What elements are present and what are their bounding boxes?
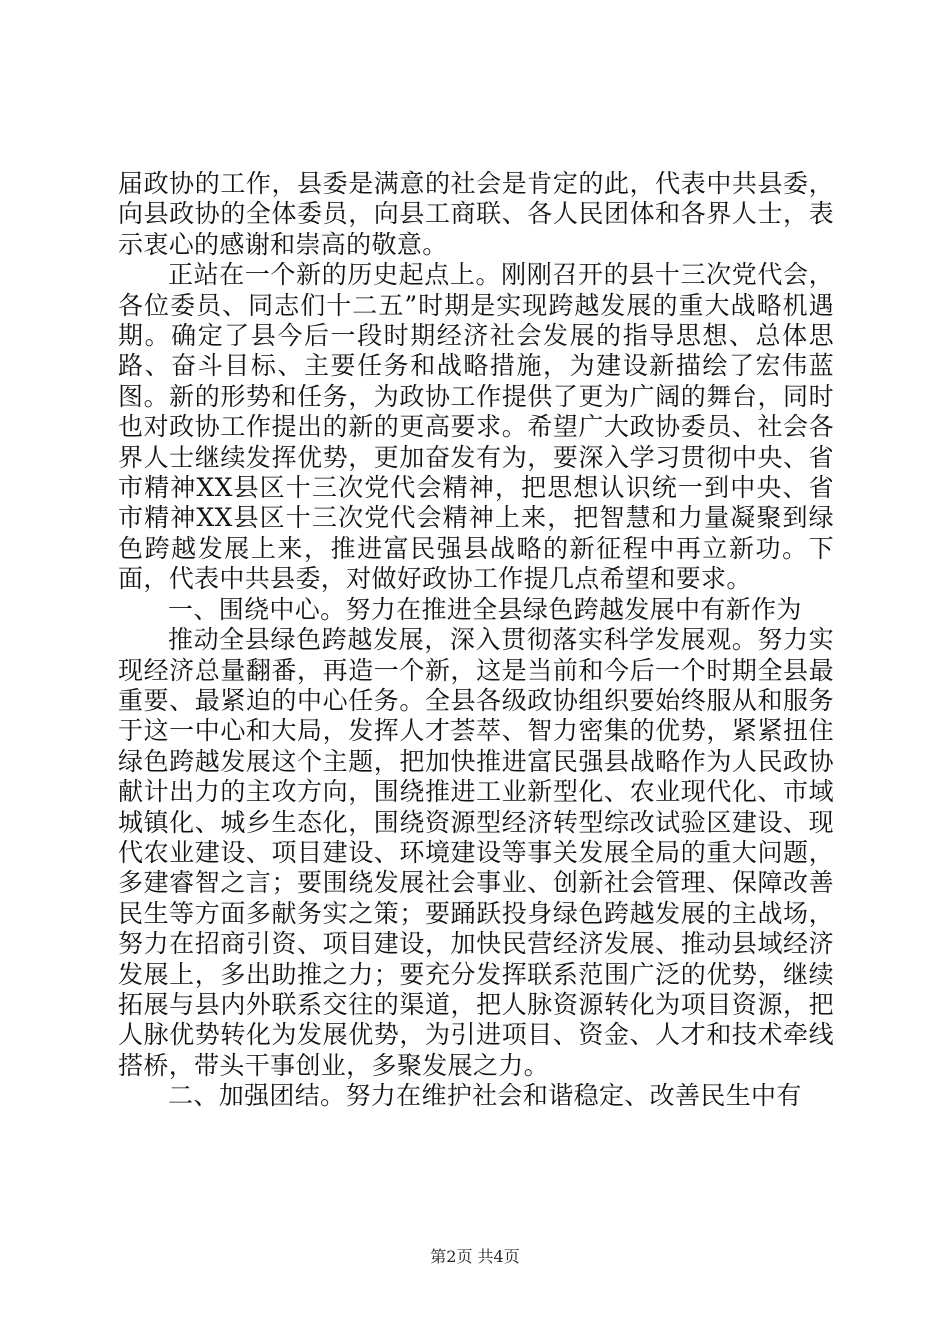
paragraph-3: 推动全县绿色跨越发展，深入贯彻落实科学发展观。努力实现经济总量翻番，再造一个新，这是当前和今后一个时期全县最重要、最紧迫的中心任务。全县各级政协组织要始终服从和服务于这一中心和大局，发挥人才荟萃、智力密集的优势，紧紧扭住绿色跨越发展这个主题，把加快推进富民强县战略作为人民政协献计出力的主攻方向，围绕推进工业新型化、农业现代化、市域城镇化、城乡生态化，围绕资源型经济转型综改试验区建设、现代农业建设、项目建设、环境建设等事关发展全局的重大问题，多建睿智之言；要围绕发展社会事业、创新社会管理、保障改善民生等方面多献务实之策；要踊跃投身绿色跨越发展的主战场，努力在招商引资、项目建设，加快民营经济发展、推动县域经济发展上，多出助推之力；要充分发挥联系范围广泛的优势，继续拓展与县内外联系交往的渠道，把人脉资源转化为项目资源，把人脉优势转化为发展优势，为引进项目、资金、人才和技术牵线搭桥，带头干事创业，多聚发展之力。 [118,625,834,1080]
section-heading-1: 一、围绕中心。努力在推进全县绿色跨越发展中有新作为 [168,594,802,624]
document-body [118,169,834,1112]
paragraph-1: 届政协的工作，县委是满意的社会是肯定的此，代表中共县委，向县政协的全体委员，向县工商联、各人民团体和各界人士，表示衷心的感谢和崇高的敬意。 [118,169,834,259]
page-number-footer: 第2页 共4页 [430,1247,520,1266]
paragraph-2: 正站在一个新的历史起点上。刚刚召开的县十三次党代会，各位委员、同志们十二五”时期是实现跨越发展的重大战略机遇期。确定了县今后一段时期经济社会发展的指导思想、总体思路、奋斗目标、主要任务和战略措施，为建设新描绘了宏伟蓝图。新的形势和任务，为政协工作提供了更为广阔的舞台，同时也对政协工作提出的新的更高要求。希望广大政协委员、社会各界人士继续发挥优势，更加奋发有为，要深入学习贯彻中央、省市精神XX县区十三次党代会精神，把思想认识统一到中央、省市精神XX县区十三次党代会精神上来，把智慧和力量凝聚到绿色跨越发展上来，推进富民强县战略的新征程中再立新功。下面，代表中共县委，对做好政协工作提几点希望和要求。 [118,260,834,594]
section-heading-2: 二、加强团结。努力在维护社会和谐稳定、改善民生中有 [168,1081,802,1111]
